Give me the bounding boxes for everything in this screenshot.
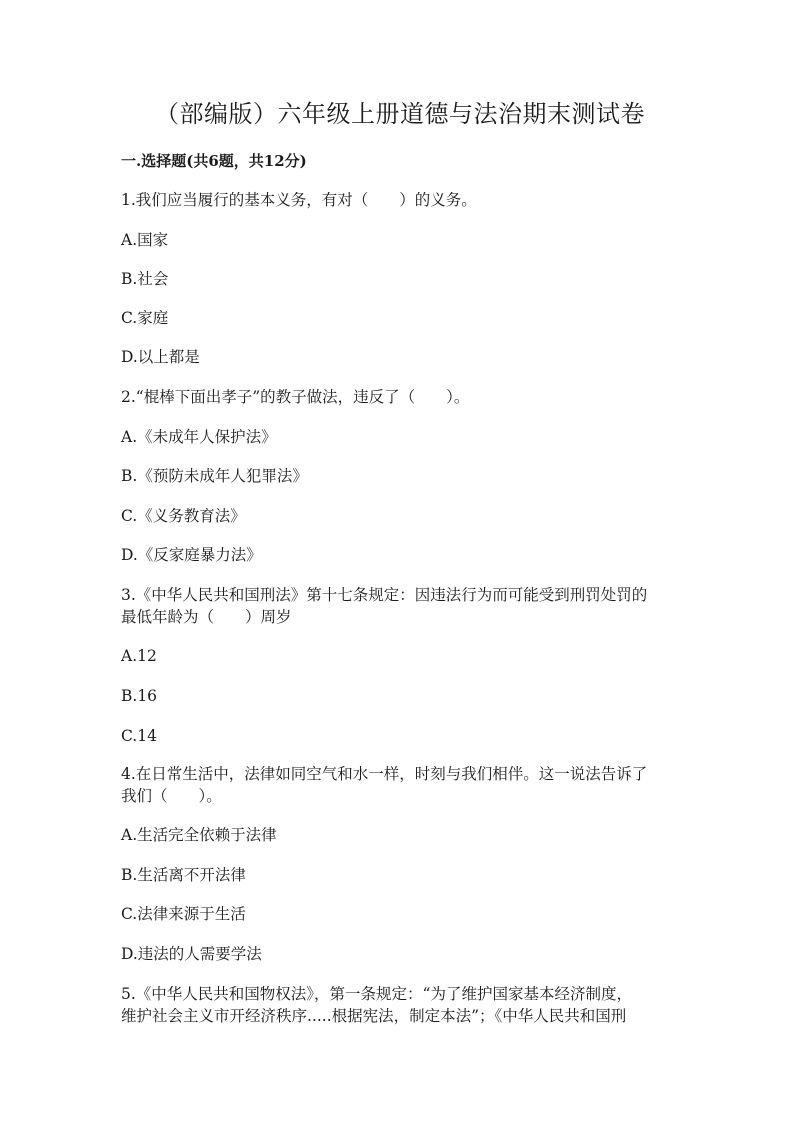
question-1-option-b: B.社会 (121, 270, 169, 288)
question-4-option-b: B.生活离不开法律 (121, 866, 246, 884)
question-5-stem-line-1: 5.《中华人民共和国物权法》，第一条规定：“为了维护国家基本经济制度， (121, 985, 632, 1003)
question-4-option-d: D.违法的人需要学法 (121, 945, 262, 963)
question-3-option-a: A.12 (121, 647, 157, 665)
question-3-option-c: C.14 (121, 727, 157, 745)
question-1-option-c: C.家庭 (121, 309, 169, 327)
question-4-option-c: C.法律来源于生活 (121, 905, 246, 923)
question-2-stem: 2.“棍棒下面出孝子”的教子做法，违反了（ ）。 (121, 388, 470, 406)
question-4-stem-line-1: 4.在日常生活中，法律如同空气和水一样，时刻与我们相伴。这一说法告诉了 (121, 765, 648, 783)
question-1-stem: 1.我们应当履行的基本义务，有对（ ）的义务。 (121, 191, 477, 209)
question-2-option-c: C.《义务教育法》 (121, 507, 246, 525)
question-1-option-a: A.国家 (121, 231, 169, 249)
question-3-option-b: B.16 (121, 687, 158, 705)
question-2-option-a: A.《未成年人保护法》 (121, 428, 277, 446)
question-1-option-d: D.以上都是 (121, 348, 200, 366)
question-4-option-a: A.生活完全依赖于法律 (121, 826, 277, 844)
question-2-option-d: D.《反家庭暴力法》 (121, 546, 262, 564)
question-2-option-b: B.《预防未成年人犯罪法》 (121, 467, 308, 485)
question-4-stem-line-2: 我们（ ）。 (121, 787, 222, 805)
page-title: （部编版）六年级上册道德与法治期末测试卷 (155, 100, 645, 128)
question-5-stem-line-2: 维护社会主义市开经济秩序.....根据宪法，制定本法”；《中华人民共和国刑 (121, 1007, 627, 1025)
question-3-stem-line-1: 3.《中华人民共和国刑法》第十七条规定：因违法行为而可能受到刑罚处罚的 (121, 586, 648, 604)
section-header: 一.选择题(共6题，共12分) (121, 152, 307, 170)
question-3-stem-line-2: 最低年龄为（ ）周岁 (121, 608, 292, 626)
